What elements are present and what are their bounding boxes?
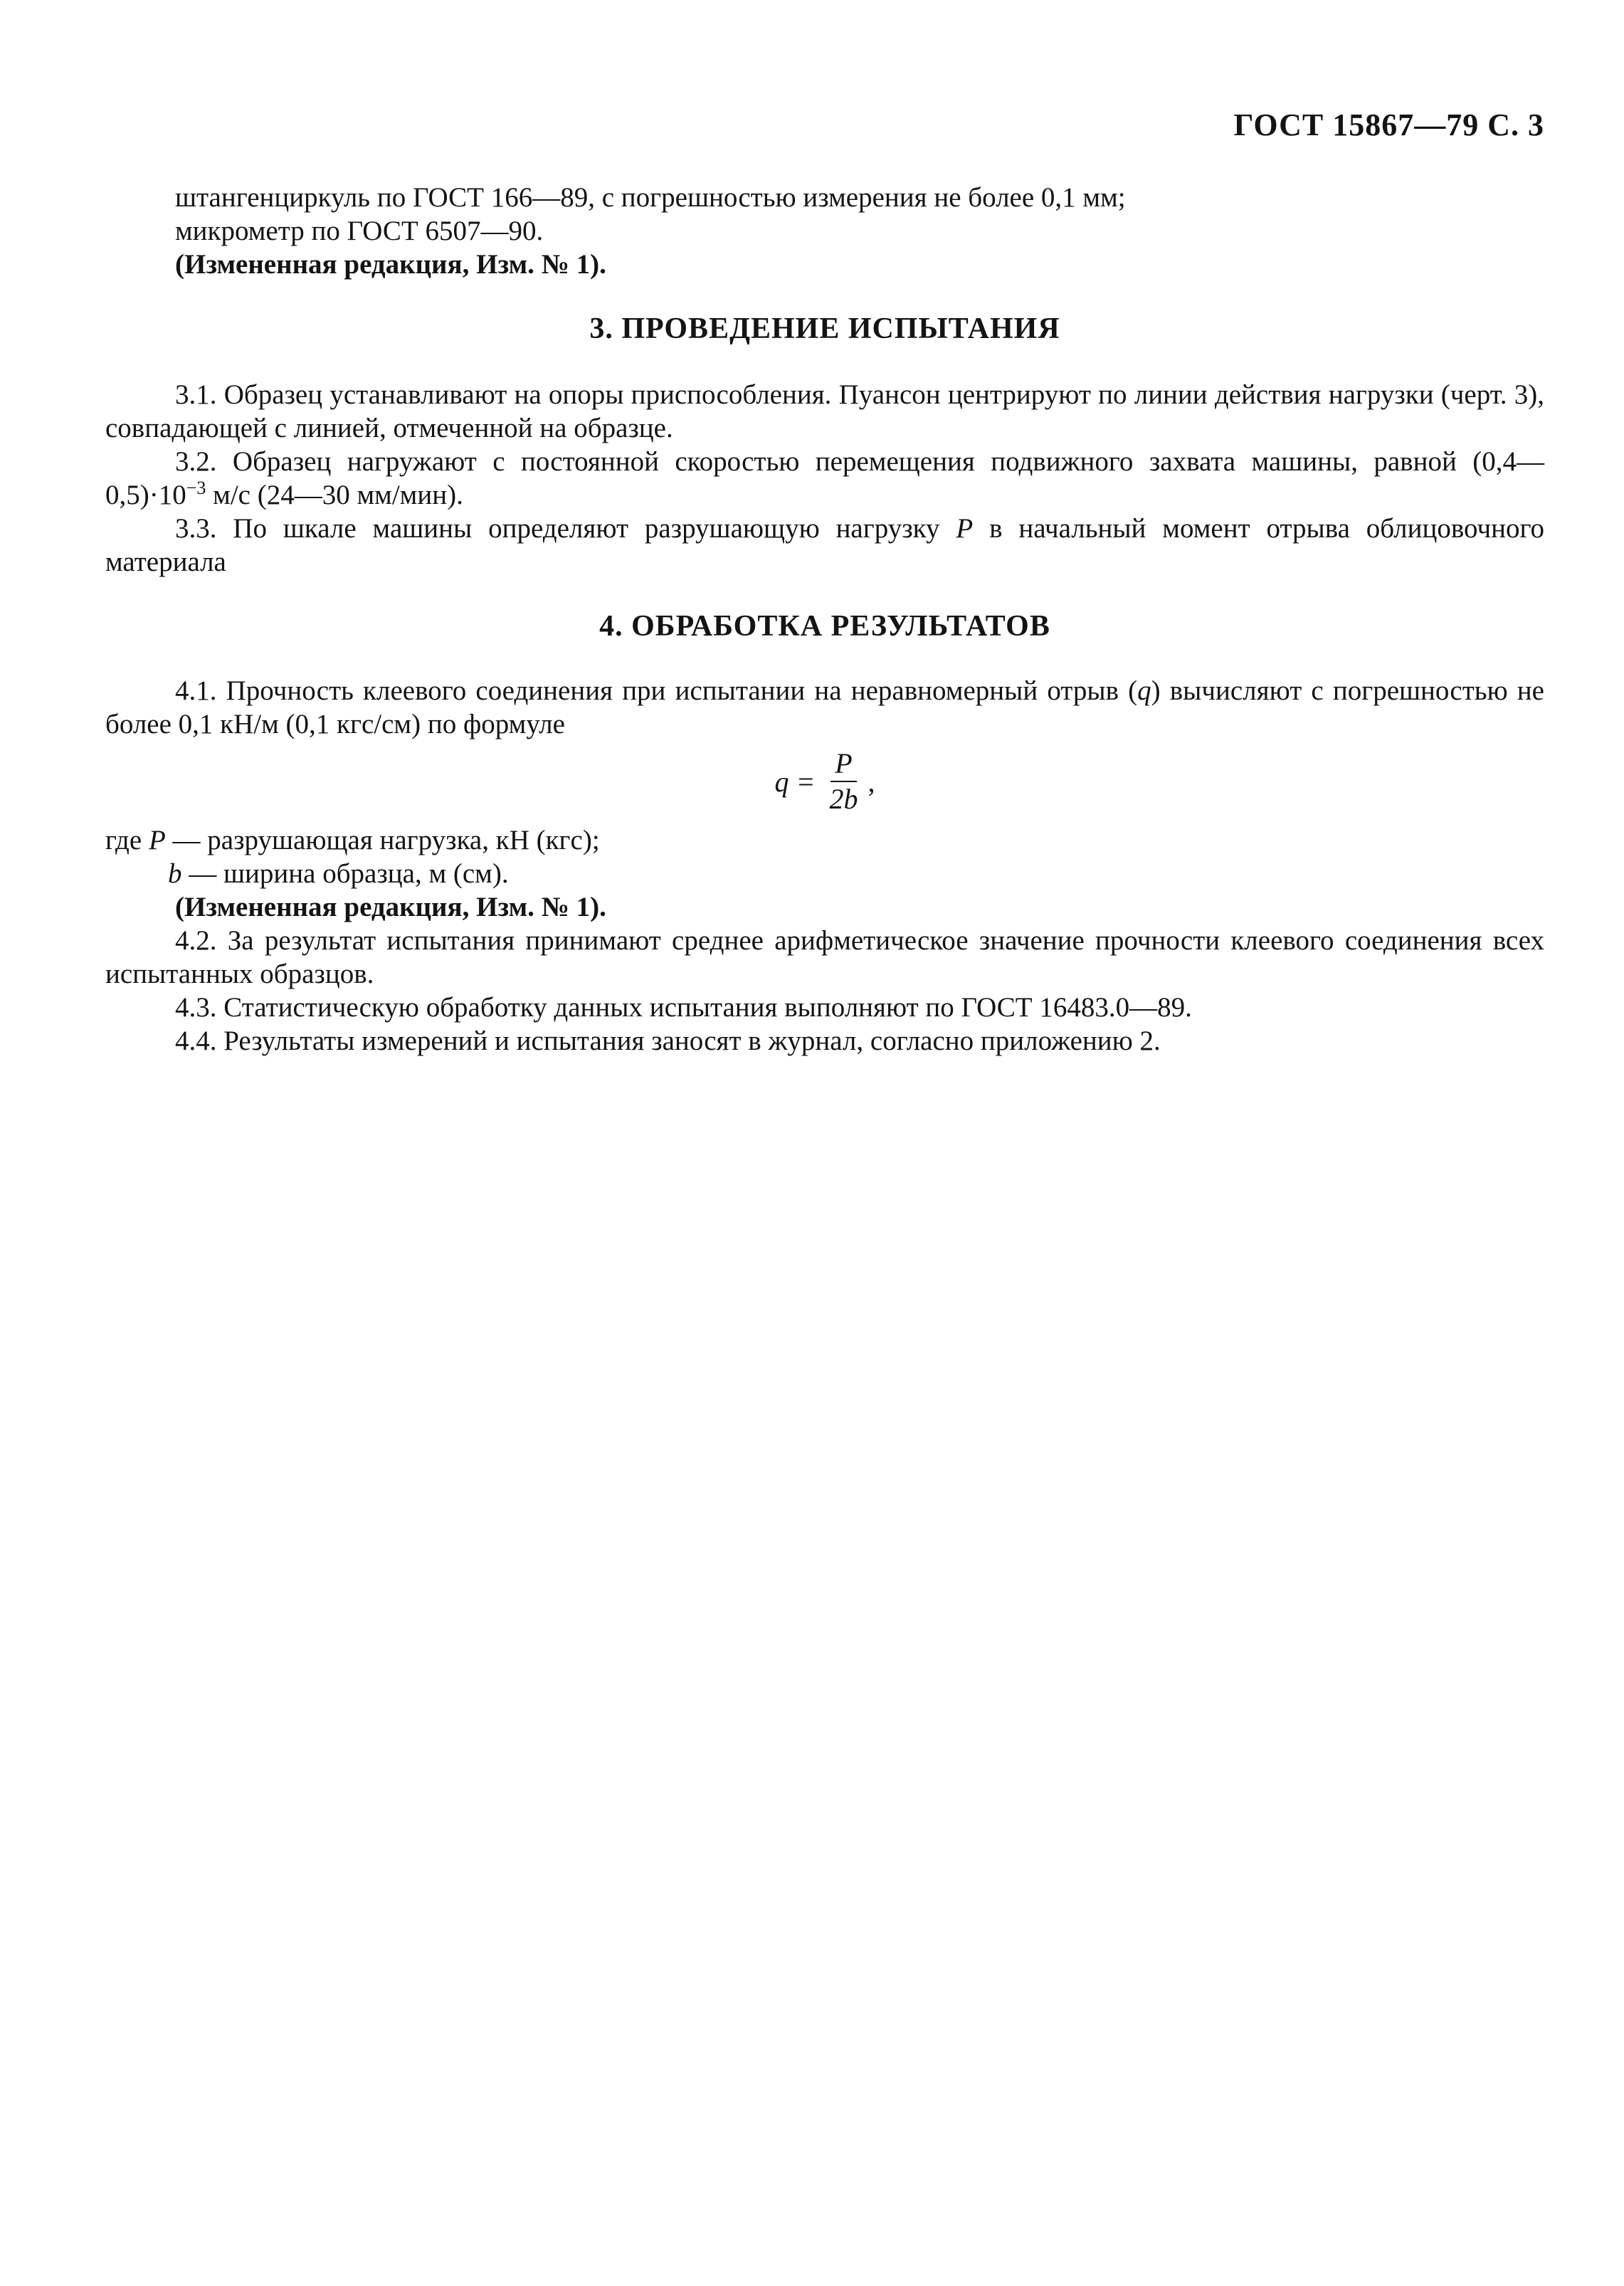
formula-numerator: P — [831, 747, 856, 782]
paragraph-3-2-tail: м/с (24—30 мм/мин). — [206, 480, 463, 510]
amendment-note: (Измененная редакция, Изм. № 1). — [175, 249, 606, 280]
legend-var-p: P — [148, 825, 166, 855]
paragraph-4-2: 4.2. За результат испытания принимают среднее арифметическое значение прочности клеевого соединения всех испытанных образцов. — [105, 925, 1544, 989]
paragraph-3-1: 3.1. Образец устанавливают на опоры приспособления. Пуансон центрируют по линии действия нагрузки (черт. 3), совпадающей с линией, отмеченной на образце. — [105, 379, 1544, 443]
paragraph-4-1-tail: ) вычисляют с погрешностью не более 0,1 кН/м (0,1 кгс/см) по формуле — [105, 675, 1544, 739]
paragraph-4-3: 4.3. Статистическую обработку данных испытания выполняют по ГОСТ 16483.0—89. — [175, 992, 1192, 1023]
section-3-title: 3. ПРОВЕДЕНИЕ ИСПЫТАНИЯ — [589, 312, 1060, 345]
legend-prefix: где — [105, 825, 149, 855]
formula-denominator: 2b — [829, 783, 858, 815]
paragraph-3-2 — [105, 445, 1544, 512]
formula-lhs: q = — [774, 765, 816, 798]
paragraph-3-3 — [105, 512, 1544, 579]
section-4-title: 4. ОБРАБОТКА РЕЗУЛЬТАТОВ — [599, 610, 1050, 643]
formula-legend — [105, 823, 1544, 890]
paragraph-4-1-text: 4.1. Прочность клеевого соединения при испытании на неравномерный отрыв ( — [175, 675, 1138, 706]
paragraph-3-3-tail: в начальный момент отрыва облицовочного материала — [105, 513, 1544, 577]
paragraph-4-4: 4.4. Результаты измерений и испытания заносят в журнал, согласно приложению 2. — [175, 1026, 1161, 1056]
legend-p — [105, 823, 1544, 857]
formula-comma: , — [868, 765, 875, 798]
exponent: −3 — [186, 478, 206, 498]
document-body — [105, 181, 1544, 1058]
intro-line-caliper: штангенциркуль по ГОСТ 166—89, с погрешностью измерения не более 0,1 мм; — [175, 182, 1126, 213]
formula — [105, 742, 1544, 821]
variable-p: P — [956, 513, 974, 544]
legend-var-b: b — [168, 858, 182, 889]
paragraph-3-3-text: 3.3. По шкале машины определяют разрушающую нагрузку — [175, 513, 956, 544]
page-header-code: ГОСТ 15867—79 С. 3 — [1233, 107, 1544, 142]
legend-p-text: — разрушающая нагрузка, кН (кгс); — [165, 825, 600, 855]
variable-q: q — [1137, 675, 1151, 706]
legend-b — [105, 857, 1544, 890]
amendment-note-2: (Измененная редакция, Изм. № 1). — [175, 892, 606, 922]
paragraph-3-2-text: 3.2. Образец нагружают с постоянной скоростью перемещения подвижного захвата машины, равной (0,4—0,5)·10 — [105, 446, 1544, 510]
formula-fraction — [830, 747, 858, 816]
intro-line-micrometer: микрометр по ГОСТ 6507—90. — [175, 216, 544, 246]
paragraph-4-1 — [105, 674, 1544, 741]
legend-b-text: — ширина образца, м (см). — [181, 858, 509, 889]
